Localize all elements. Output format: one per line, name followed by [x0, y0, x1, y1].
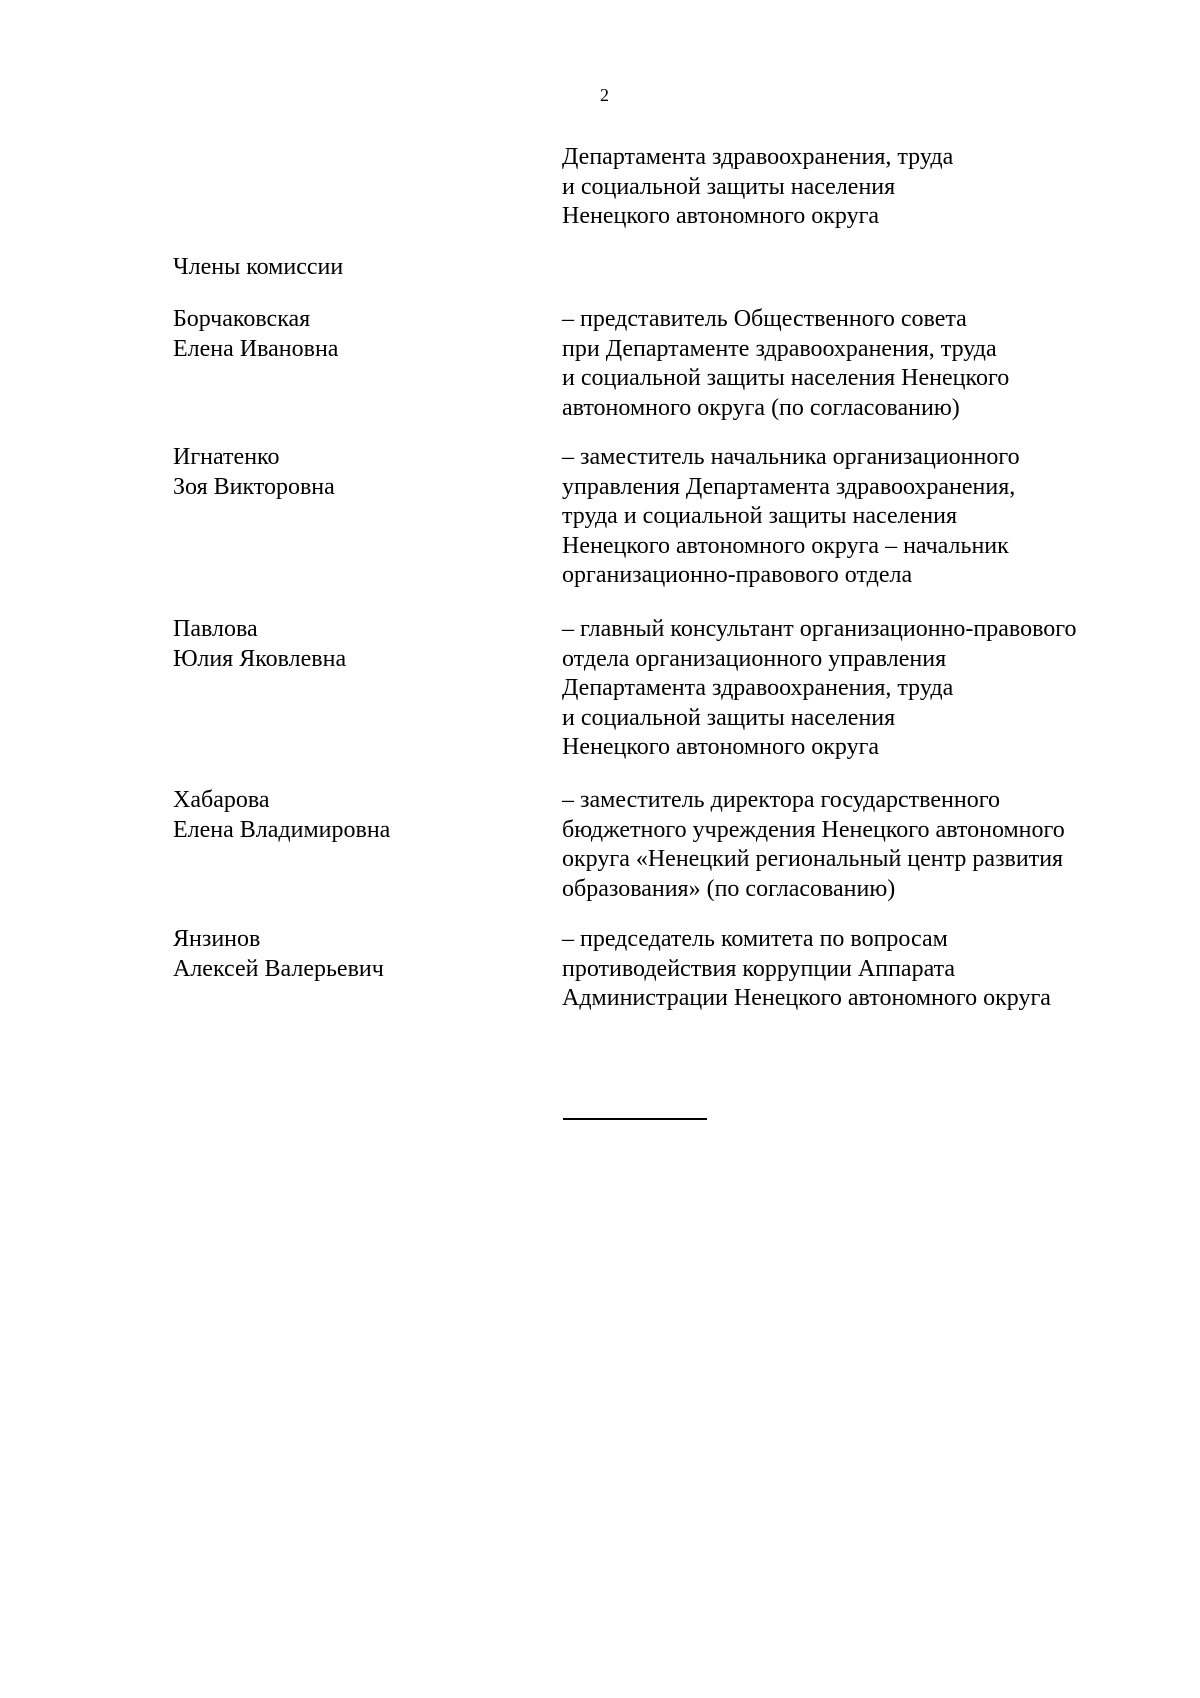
member-name [173, 443, 335, 502]
member-surname: Павлова [173, 616, 258, 642]
position-line: и социальной защиты населения [562, 704, 896, 731]
member-surname: Игнатенко [173, 444, 280, 470]
member-position [562, 615, 1077, 763]
position-line: – председатель комитета по вопросам [562, 926, 948, 952]
position-line: округа «Ненецкий региональный центр развития [562, 846, 1064, 872]
header-line: Ненецкого автономного округа [562, 203, 880, 229]
position-line: – представитель Общественного совета [562, 306, 967, 332]
member-given-names: Елена Ивановна [173, 335, 339, 362]
position-line: отдела организационного управления [562, 645, 947, 672]
member-name [173, 786, 390, 845]
member-given-names: Елена Владимировна [173, 816, 391, 843]
position-line: Ненецкого автономного округа – начальник [562, 532, 1009, 559]
member-position [562, 925, 1051, 1014]
position-line: управления Департамента здравоохранения, [562, 473, 1016, 500]
member-name [173, 925, 384, 984]
header-continuation [562, 143, 953, 232]
member-name [173, 305, 338, 364]
position-line: Администрации Ненецкого автономного округа [562, 985, 1051, 1011]
members-heading: Члены комиссии [173, 254, 344, 280]
position-line: образования» (по согласованию) [562, 875, 896, 902]
member-position [562, 305, 1009, 423]
end-of-list-rule [563, 1118, 707, 1120]
position-line: автономного округа (по согласованию) [562, 394, 960, 421]
header-line: и социальной защиты населения [562, 173, 896, 200]
position-line: – заместитель начальника организационного [562, 444, 1020, 470]
position-line: – заместитель директора государственного [562, 787, 1000, 813]
position-line: труда и социальной защиты населения [562, 503, 957, 529]
member-position [562, 443, 1020, 591]
position-line: – главный консультант организационно-правового [562, 616, 1077, 642]
position-line: бюджетного учреждения Ненецкого автономного [562, 816, 1065, 843]
position-line: Департамента здравоохранения, труда [562, 675, 954, 701]
position-line: при Департаменте здравоохранения, труда [562, 335, 997, 362]
member-given-names: Алексей Валерьевич [173, 955, 384, 982]
position-line: и социальной защиты населения Ненецкого [562, 365, 1010, 391]
member-given-names: Зоя Викторовна [173, 473, 335, 500]
member-surname: Хабарова [173, 787, 270, 813]
member-given-names: Юлия Яковлевна [173, 645, 347, 672]
header-line: Департамента здравоохранения, труда [562, 144, 954, 170]
position-line: организационно-правового отдела [562, 562, 913, 588]
position-line: противодействия коррупции Аппарата [562, 955, 956, 982]
page-number: 2 [600, 85, 609, 105]
member-position [562, 786, 1065, 904]
position-line: Ненецкого автономного округа [562, 734, 880, 760]
member-name [173, 615, 346, 674]
member-surname: Борчаковская [173, 306, 311, 332]
member-surname: Янзинов [173, 926, 261, 952]
